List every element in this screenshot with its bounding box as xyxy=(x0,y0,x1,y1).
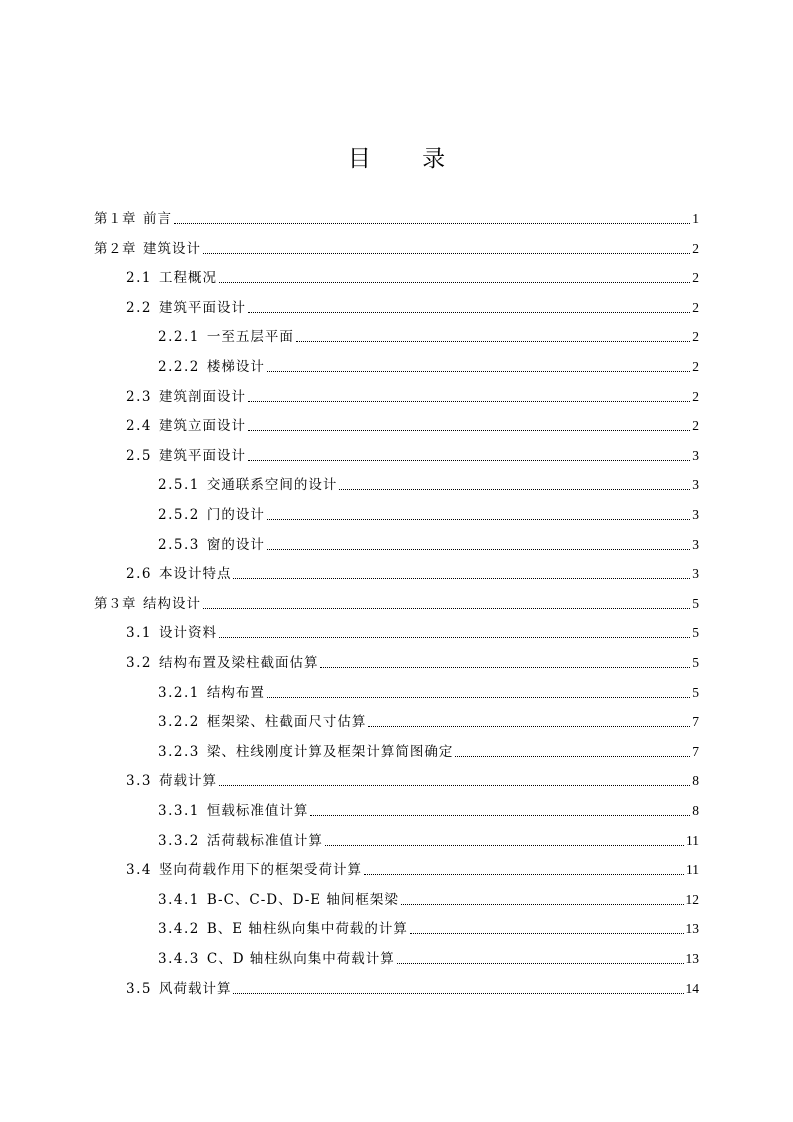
toc-entry-number: 3.4.3 xyxy=(158,951,200,967)
toc-entry-title: 建筑剖面设计 xyxy=(158,388,246,405)
toc-entry-page-number: 8 xyxy=(692,773,699,789)
toc-entry[interactable] xyxy=(158,732,699,761)
toc-entry-title: 建筑平面设计 xyxy=(158,299,246,316)
toc-entry-page-number: 2 xyxy=(692,418,699,434)
toc-entry-page-number: 5 xyxy=(692,684,699,700)
toc-entry-page-number: 5 xyxy=(692,595,699,611)
toc-entry-title: 结构设计 xyxy=(143,595,201,612)
toc-entry-number: 3.2.1 xyxy=(158,684,200,701)
toc-entry-title: 建筑设计 xyxy=(143,240,201,257)
toc-entry-page-number: 8 xyxy=(692,803,699,818)
toc-entry-page-number: 7 xyxy=(692,743,699,759)
toc-entry-title: 恒载标准值计算 xyxy=(206,803,309,819)
toc-entry[interactable] xyxy=(126,436,699,465)
toc-entry-title: 一至五层平面 xyxy=(206,329,294,346)
toc-entry[interactable] xyxy=(158,465,699,494)
dot-leader xyxy=(401,903,684,905)
toc-entry-number: 3.3 xyxy=(126,773,152,790)
toc-entry-number: 2.5.2 xyxy=(158,507,200,523)
toc-entry-page-number: 7 xyxy=(692,714,699,730)
dot-leader xyxy=(267,370,690,372)
toc-entry-page-number: 2 xyxy=(692,359,699,374)
toc-entry-number: 2.1 xyxy=(126,270,152,287)
toc-entry-number: 3.4.2 xyxy=(158,921,200,938)
toc-entry[interactable] xyxy=(158,791,699,820)
toc-entry[interactable] xyxy=(126,377,699,406)
toc-title: 目 录 xyxy=(347,146,468,172)
toc-entry-title: 门的设计 xyxy=(206,507,265,523)
dot-leader xyxy=(397,962,684,964)
toc-entry[interactable] xyxy=(126,554,699,583)
dot-leader xyxy=(455,755,690,757)
toc-entry[interactable] xyxy=(126,643,699,672)
toc-entry-title: 风荷载计算 xyxy=(158,980,232,997)
toc-entry-page-number: 5 xyxy=(692,625,699,641)
toc-entry-page-number: 11 xyxy=(686,832,699,848)
dot-leader xyxy=(203,252,690,254)
toc-entry-number: 3.4 xyxy=(126,862,152,879)
toc-entry[interactable] xyxy=(126,969,699,998)
toc-entry-number: 3.4.1 xyxy=(158,891,200,908)
toc-entry-page-number: 13 xyxy=(685,921,699,937)
toc-entry-page-number: 2 xyxy=(692,270,699,286)
toc-entry-page-number: 3 xyxy=(692,507,699,522)
dot-leader xyxy=(248,400,690,402)
toc-entry-number: 2.6 xyxy=(126,566,152,583)
toc-entry-number: 2.5.1 xyxy=(158,477,200,494)
toc-entry[interactable] xyxy=(126,288,699,317)
dot-leader xyxy=(339,488,690,490)
toc-entry-title: 框架梁、柱截面尺寸估算 xyxy=(206,714,367,731)
toc-entry[interactable] xyxy=(158,495,699,524)
toc-entry-title: 竖向荷载作用下的框架受荷计算 xyxy=(158,862,362,879)
toc-entry-number: 3.3.2 xyxy=(158,832,200,849)
toc-entry-title: C、D 轴柱纵向集中荷载计算 xyxy=(206,951,395,967)
toc-entry[interactable] xyxy=(158,525,699,554)
toc-entry-number: 第１章 xyxy=(94,211,136,227)
toc-entry-number: 2.2.2 xyxy=(158,359,200,375)
toc-entry-page-number: 2 xyxy=(692,329,699,345)
toc-entry-number: 3.1 xyxy=(126,625,152,642)
toc-entry-number: 3.2.2 xyxy=(158,714,200,731)
toc-entry-page-number: 2 xyxy=(692,388,699,404)
toc-entry-title: B、E 轴柱纵向集中荷载的计算 xyxy=(206,921,408,938)
dot-leader xyxy=(320,666,690,668)
dot-leader xyxy=(248,429,690,431)
toc-entry-number: 2.5 xyxy=(126,447,152,464)
toc-entry-title: B-C、C-D、D-E 轴间框架梁 xyxy=(206,891,399,908)
dot-leader xyxy=(325,844,684,846)
dot-leader xyxy=(267,518,690,520)
toc-entry[interactable] xyxy=(126,761,699,790)
dot-leader xyxy=(233,992,683,994)
dot-leader xyxy=(267,548,690,550)
toc-entry-title: 梁、柱线刚度计算及框架计算简图确定 xyxy=(206,743,454,760)
toc-entry[interactable] xyxy=(158,880,699,909)
dot-leader xyxy=(174,222,690,224)
toc-entry-page-number: 3 xyxy=(692,447,699,463)
toc-entry-number: 2.2.1 xyxy=(158,329,200,346)
dot-leader xyxy=(248,459,690,461)
toc-entry[interactable] xyxy=(94,199,699,228)
toc-entry-title: 建筑平面设计 xyxy=(158,447,246,464)
toc-entry-title: 交通联系空间的设计 xyxy=(206,477,338,494)
dot-leader xyxy=(310,814,690,816)
toc-entry-page-number: 13 xyxy=(685,951,699,966)
toc-entry-title: 前言 xyxy=(143,211,172,227)
toc-entry[interactable] xyxy=(158,909,699,938)
toc-entry[interactable] xyxy=(158,347,699,376)
toc-entry-number: 3.2 xyxy=(126,655,152,671)
toc-entry-page-number: 11 xyxy=(686,862,699,878)
dot-leader xyxy=(219,636,690,638)
dot-leader xyxy=(233,577,690,579)
toc-entry[interactable] xyxy=(158,317,699,346)
toc-entry-number: 第２章 xyxy=(94,240,136,257)
toc-entry-title: 结构布置及梁柱截面估算 xyxy=(158,655,319,671)
dot-leader xyxy=(368,725,690,727)
toc-entry-title: 楼梯设计 xyxy=(206,359,265,375)
toc-entry-number: 2.4 xyxy=(126,418,152,435)
toc-entry[interactable] xyxy=(126,258,699,287)
toc-entry-title: 荷载计算 xyxy=(158,773,217,790)
toc-entry-number: 2.3 xyxy=(126,388,152,405)
toc-entry-page-number: 3 xyxy=(692,536,699,552)
toc-entry-page-number: 3 xyxy=(692,477,699,493)
toc-entry-title: 窗的设计 xyxy=(206,536,265,553)
toc-entry-page-number: 2 xyxy=(692,240,699,256)
toc-entry-title: 活荷载标准值计算 xyxy=(206,832,323,849)
toc-entry-title: 工程概况 xyxy=(158,270,217,287)
toc-entry-page-number: 5 xyxy=(692,655,699,670)
toc-entry-number: 第３章 xyxy=(94,595,136,612)
dot-leader xyxy=(267,696,690,698)
toc-entry[interactable] xyxy=(94,584,699,613)
dot-leader xyxy=(219,784,690,786)
toc-entry-number: 3.2.3 xyxy=(158,743,200,760)
toc-entry-page-number: 3 xyxy=(692,566,699,582)
dot-leader xyxy=(364,873,684,875)
toc-entry-number: 3.3.1 xyxy=(158,803,200,819)
toc-entry[interactable] xyxy=(94,229,699,258)
dot-leader xyxy=(203,607,690,609)
toc-entry[interactable] xyxy=(126,613,699,642)
dot-leader xyxy=(410,932,684,934)
toc-entry-title: 本设计特点 xyxy=(158,566,232,583)
toc-entry[interactable] xyxy=(158,702,699,731)
dot-leader xyxy=(248,311,690,313)
dot-leader xyxy=(219,281,690,283)
toc-entry[interactable] xyxy=(126,406,699,435)
dot-leader xyxy=(296,340,690,342)
toc-entry[interactable] xyxy=(126,850,699,879)
toc-entry-number: 2.2 xyxy=(126,299,152,316)
toc-entry[interactable] xyxy=(158,939,699,968)
toc-entry-page-number: 12 xyxy=(685,891,699,907)
toc-entry-number: 2.5.3 xyxy=(158,536,200,553)
toc-entry-title: 设计资料 xyxy=(158,625,217,642)
toc-entry-page-number: 14 xyxy=(685,980,699,996)
toc-entry-page-number: 2 xyxy=(692,299,699,315)
toc-entry-page-number: 1 xyxy=(692,211,699,226)
toc-entry[interactable] xyxy=(158,673,699,702)
toc-entry-number: 3.5 xyxy=(126,980,152,997)
toc-entry-title: 建筑立面设计 xyxy=(158,418,246,435)
toc-entry[interactable] xyxy=(158,821,699,850)
toc-entry-title: 结构布置 xyxy=(206,684,265,701)
